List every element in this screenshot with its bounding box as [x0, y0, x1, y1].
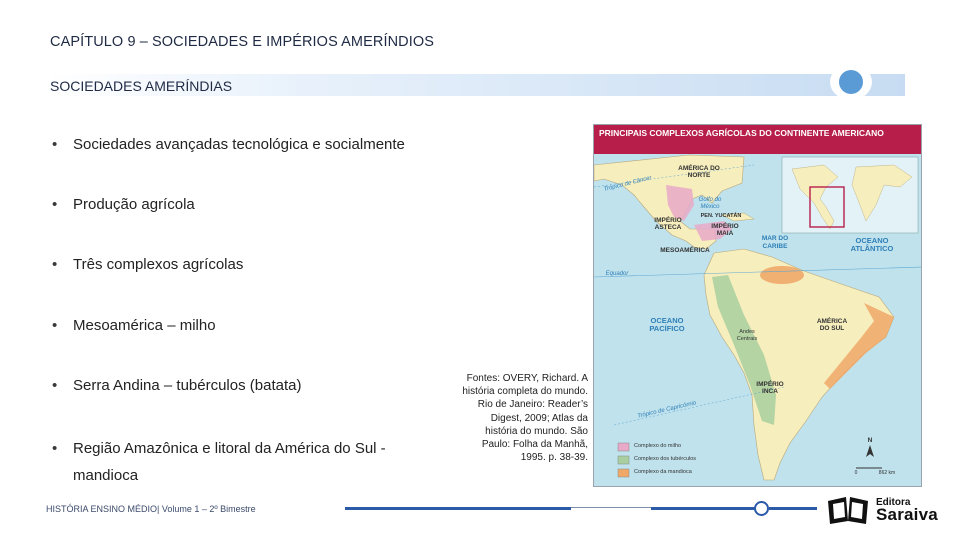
label-aztec: IMPÉRIO ASTECA: [654, 217, 682, 231]
label-pacific: OCEANO PACÍFICO: [649, 316, 685, 333]
bullet-list: [52, 134, 452, 484]
section-title: SOCIEDADES AMERÍNDIAS: [50, 78, 233, 94]
footer-line: [571, 507, 651, 508]
label-tropic-cancer: Trópico de Câncer: [603, 175, 653, 193]
map-source: Fontes: OVERY, Richard. A história completa do mundo. Rio de Janeiro: Reader’s Digest, 2009; Atlas da história do mundo. São Paulo: Folha da Manhã, 1995. p. 38-39.: [462, 373, 588, 464]
north-arrow-icon: N: [867, 437, 873, 444]
logo-text-top: Editora: [876, 497, 911, 508]
footer-circle: [754, 501, 769, 516]
legend-cassava: Complexo da mandioca: [634, 469, 692, 475]
label-south-america: AMÉRICA DO SUL: [816, 318, 848, 332]
list-item: • Região Amazônica e litoral da América do Sul - mandioca: [52, 440, 386, 484]
footer-text: HISTÓRIA ENSINO MÉDIO| Volume 1 – 2º Bimestre: [46, 504, 256, 514]
legend-tubers: Complexo dos tubérculos: [634, 456, 697, 462]
map-title: PRINCIPAIS COMPLEXOS AGRÍCOLAS DO CONTINENTE AMERICANO: [594, 125, 921, 154]
list-item: • Produção agrícola: [52, 196, 195, 213]
list-item: • Sociedades avançadas tecnológica e socialmente: [52, 136, 405, 153]
publisher-logo: [826, 494, 946, 526]
book-icon: [826, 495, 870, 525]
list-item: • Serra Andina – tubérculos (batata): [52, 377, 302, 394]
label-gulf: Golfo do México: [698, 197, 722, 210]
scale-zero: 0: [854, 470, 858, 476]
list-item: • Mesoamérica – milho: [52, 317, 216, 334]
label-yucatan: PEN. YUCATÁN: [700, 213, 742, 219]
label-mesoamerica: MESOAMÉRICA: [660, 247, 710, 254]
footer-line: [651, 507, 755, 510]
list-item: • Três complexos agrícolas: [52, 256, 244, 273]
label-maya: IMPÉRIO MAIA: [711, 223, 739, 237]
chapter-title: CAPÍTULO 9 – SOCIEDADES E IMPÉRIOS AMERÍNDIOS: [50, 34, 435, 50]
footer-line: [345, 507, 571, 510]
label-north-america: AMÉRICA DO NORTE: [678, 165, 720, 179]
label-caribbean: MAR DO CARIBE: [761, 235, 789, 250]
footer-line: [769, 507, 817, 510]
decorative-circle: [830, 64, 872, 100]
scale-km: 862 km: [878, 470, 896, 476]
label-equator: Equador: [605, 271, 629, 277]
label-andes: Andes Centrais: [736, 329, 758, 342]
map-figure: [593, 124, 922, 487]
legend-maize: Complexo do milho: [634, 443, 682, 449]
logo-text-bottom: Saraiva: [876, 505, 938, 524]
label-atlantic: OCEANO ATLÂNTICO: [850, 236, 894, 253]
label-tropic-capricorn: Trópico de Capricórnio: [636, 400, 697, 420]
label-inca: IMPÉRIO INCA: [756, 381, 784, 395]
